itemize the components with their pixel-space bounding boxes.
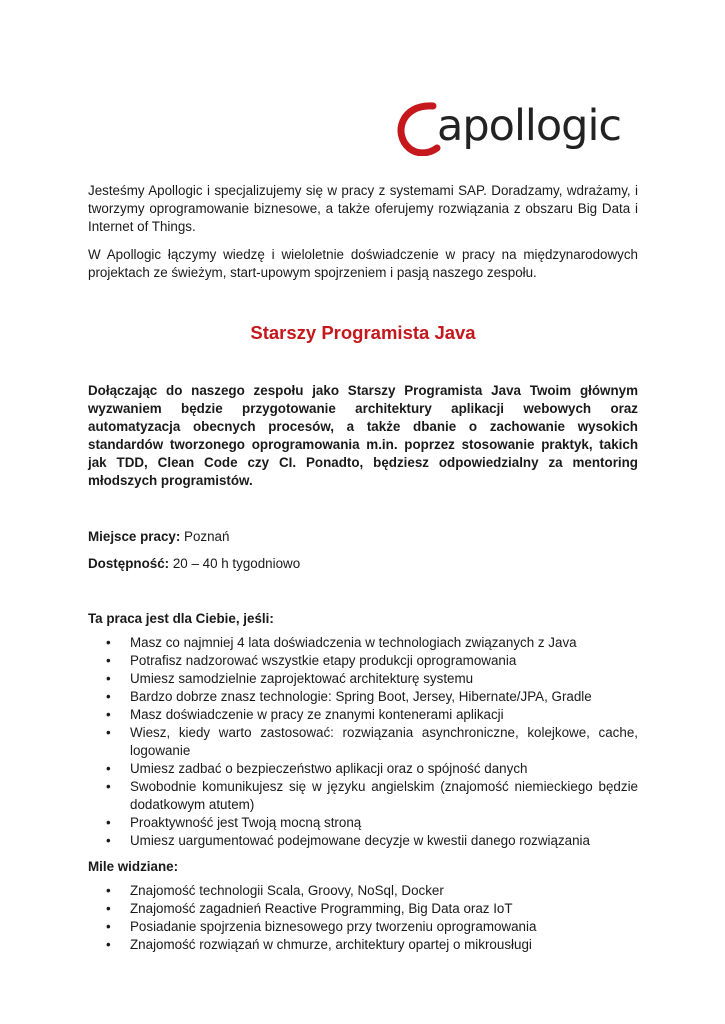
location-field: [88, 528, 638, 546]
list-item-text: Umiesz zadbać o bezpieczeństwo aplikacji oraz o spójność danych: [130, 761, 528, 776]
bullet-icon: •: [106, 653, 111, 668]
bullet-icon: •: [106, 635, 111, 650]
list-item: [88, 900, 638, 918]
list-item: [88, 936, 638, 954]
list-item-text: Posiadanie spojrzenia biznesowego przy tworzeniu oprogramowania: [130, 919, 537, 934]
availability-label: Dostępność:: [88, 556, 170, 571]
list-item-text: Umiesz samodzielnie zaprojektować architekturę systemu: [130, 671, 474, 686]
list-item-text: Bardzo dobrze znasz technologie: Spring Boot, Jersey, Hibernate/JPA, Gradle: [130, 689, 592, 704]
list-item-text: Wiesz, kiedy warto zastosować: rozwiązania asynchroniczne, kolejkowe, cache, logowanie: [130, 725, 638, 758]
list-item-text: Masz co najmniej 4 lata doświadczenia w technologiach związanych z Java: [130, 635, 577, 650]
list-item-text: Umiesz uargumentować podejmowane decyzje w kwestii danego rozwiązania: [130, 833, 590, 848]
bullet-icon: •: [106, 937, 111, 952]
list-item: [88, 778, 638, 814]
list-item: [88, 688, 638, 706]
requirements-list: [88, 634, 638, 850]
list-item-text: Proaktywność jest Twoją mocną stroną: [130, 815, 362, 830]
intro-paragraph-2: W Apollogic łączymy wiedzę i wieloletnie doświadczenie w pracy na międzynarodowych projektach ze świeżym, start-upowym spojrzeniem i pasją naszego zespołu.: [88, 247, 638, 280]
list-item-text: Swobodnie komunikujesz się w języku angielskim (znajomość niemieckiego będzie dodatkowym atutem): [130, 779, 638, 812]
availability-value: 20 – 40 h tygodniowo: [172, 556, 301, 571]
list-item: [88, 760, 638, 778]
availability-field: [88, 555, 638, 573]
list-item-text: Masz doświadczenie w pracy ze znanymi kontenerami aplikacji: [130, 707, 504, 722]
location-value: Poznań: [184, 529, 230, 544]
bullet-icon: •: [106, 761, 111, 776]
intro-paragraph-1: Jesteśmy Apollogic i specjalizujemy się w pracy z systemami SAP. Doradzamy, wdrażamy, i tworzymy oprogramowanie biznesowe, a także oferujemy rozwiązania z obszaru Big Data i Internet of Things.: [88, 183, 638, 234]
bullet-icon: •: [106, 725, 111, 740]
bullet-icon: •: [106, 689, 111, 704]
job-title: Starszy Programista Java: [250, 322, 476, 343]
list-item-text: Znajomość zagadnień Reactive Programming, Big Data oraz IoT: [130, 901, 513, 916]
list-item: [88, 832, 638, 850]
bullet-icon: •: [106, 815, 111, 830]
list-item: [88, 724, 638, 760]
nice-to-have-list: [88, 882, 638, 954]
list-item: [88, 814, 638, 832]
job-lead-paragraph: Dołączając do naszego zespołu jako Starszy Programista Java Twoim głównym wyzwaniem będzie przygotowanie architektury aplikacji webowych oraz automatyzacja obecnych procesów, a także dbanie o zachowanie wysokich standardów tworzonego oprogramowania m.in. poprzez stosowanie praktyk, takich jak TDD, Clean Code czy CI. Ponadto, będziesz odpowiedzialny za mentoring młodszych programistów.: [88, 383, 638, 488]
bullet-icon: •: [106, 919, 111, 934]
list-item: [88, 652, 638, 670]
bullet-icon: •: [106, 779, 111, 794]
bullet-icon: •: [106, 707, 111, 722]
bullet-icon: •: [106, 671, 111, 686]
list-item-text: Znajomość technologii Scala, Groovy, NoSql, Docker: [130, 883, 444, 898]
list-item: [88, 882, 638, 900]
list-item: [88, 634, 638, 652]
nice-to-have-heading: Mile widziane:: [88, 859, 179, 874]
location-label: Miejsce pracy:: [88, 529, 181, 544]
apollogic-logo: [393, 100, 638, 156]
list-item: [88, 670, 638, 688]
bullet-icon: •: [106, 883, 111, 898]
requirements-heading: Ta praca jest dla Ciebie, jeśli:: [88, 611, 274, 626]
list-item-text: Znajomość rozwiązań w chmurze, architektury opartej o mikrousługi: [130, 937, 532, 952]
logo-arc-icon: [393, 100, 441, 156]
bullet-icon: •: [106, 833, 111, 848]
bullet-icon: •: [106, 901, 111, 916]
list-item: [88, 918, 638, 936]
logo-wordmark: apollogic: [437, 101, 622, 151]
document-content: [88, 182, 638, 954]
list-item: [88, 706, 638, 724]
list-item-text: Potrafisz nadzorować wszystkie etapy produkcji oprogramowania: [130, 653, 517, 668]
